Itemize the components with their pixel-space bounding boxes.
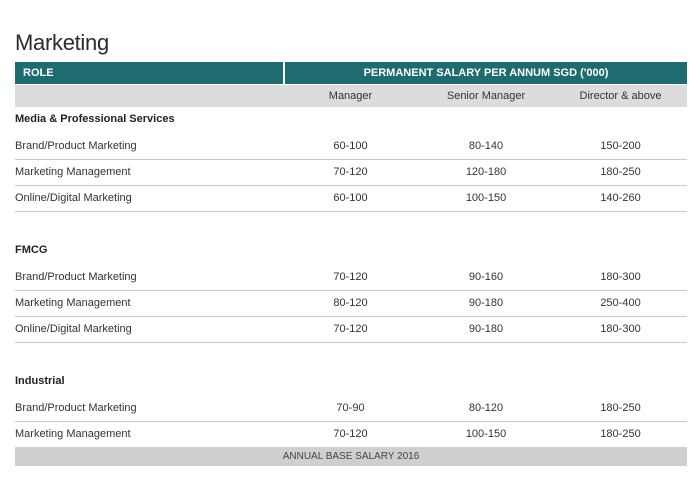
director-cell: 250-400 xyxy=(600,297,641,309)
table-row xyxy=(15,159,687,186)
manager-cell: 70-90 xyxy=(336,402,365,414)
director-cell: 150-200 xyxy=(600,140,641,152)
director-column-header: Director & above xyxy=(579,90,662,102)
table-row xyxy=(15,395,687,422)
role-cell: Marketing Management xyxy=(15,297,131,309)
table-row xyxy=(15,421,687,447)
senior-manager-cell: 90-160 xyxy=(468,271,504,283)
table-row xyxy=(15,290,687,317)
table-header xyxy=(15,62,687,84)
table-subheader xyxy=(15,85,687,107)
table-row xyxy=(15,264,687,291)
senior-manager-cell: 120-180 xyxy=(465,166,507,178)
manager-cell: 60-100 xyxy=(333,192,368,204)
director-cell: 180-250 xyxy=(600,166,641,178)
senior-manager-cell: 90-180 xyxy=(468,297,504,309)
manager-cell: 70-120 xyxy=(333,428,368,440)
salary-column-header: PERMANENT SALARY PER ANNUM SGD ('000) xyxy=(285,62,687,84)
table-footer: ANNUAL BASE SALARY 2016 xyxy=(15,447,687,466)
senior-manager-cell: 100-150 xyxy=(465,192,507,204)
senior-manager-cell: 80-140 xyxy=(468,140,504,152)
senior-manager-cell: 100-150 xyxy=(465,428,507,440)
page-title: Marketing xyxy=(15,30,109,55)
manager-cell: 60-100 xyxy=(333,140,368,152)
role-cell: Online/Digital Marketing xyxy=(15,192,132,204)
director-cell: 140-260 xyxy=(600,192,641,204)
manager-column-header: Manager xyxy=(328,90,373,102)
senior-manager-cell: 90-180 xyxy=(468,323,504,335)
table-row xyxy=(15,185,687,212)
senior-manager-column-header: Senior Manager xyxy=(446,90,526,102)
role-cell: Brand/Product Marketing xyxy=(15,271,137,283)
role-cell: Marketing Management xyxy=(15,428,131,440)
manager-cell: 70-120 xyxy=(333,166,368,178)
table-row xyxy=(15,316,687,343)
director-cell: 180-250 xyxy=(600,402,641,414)
role-cell: Online/Digital Marketing xyxy=(15,323,132,335)
director-cell: 180-250 xyxy=(600,428,641,440)
senior-manager-cell: 80-120 xyxy=(468,402,504,414)
director-cell: 180-300 xyxy=(600,271,641,283)
manager-cell: 70-120 xyxy=(333,271,368,283)
manager-cell: 70-120 xyxy=(333,323,368,335)
role-cell: Marketing Management xyxy=(15,166,131,178)
director-cell: 180-300 xyxy=(600,323,641,335)
section-title: FMCG xyxy=(15,244,48,256)
role-cell: Brand/Product Marketing xyxy=(15,402,137,414)
manager-cell: 80-120 xyxy=(333,297,368,309)
role-column-header: ROLE xyxy=(15,62,283,84)
role-cell: Brand/Product Marketing xyxy=(15,140,137,152)
table-row xyxy=(15,133,687,160)
section-title: Media & Professional Services xyxy=(15,113,175,125)
section-title: Industrial xyxy=(15,375,65,387)
